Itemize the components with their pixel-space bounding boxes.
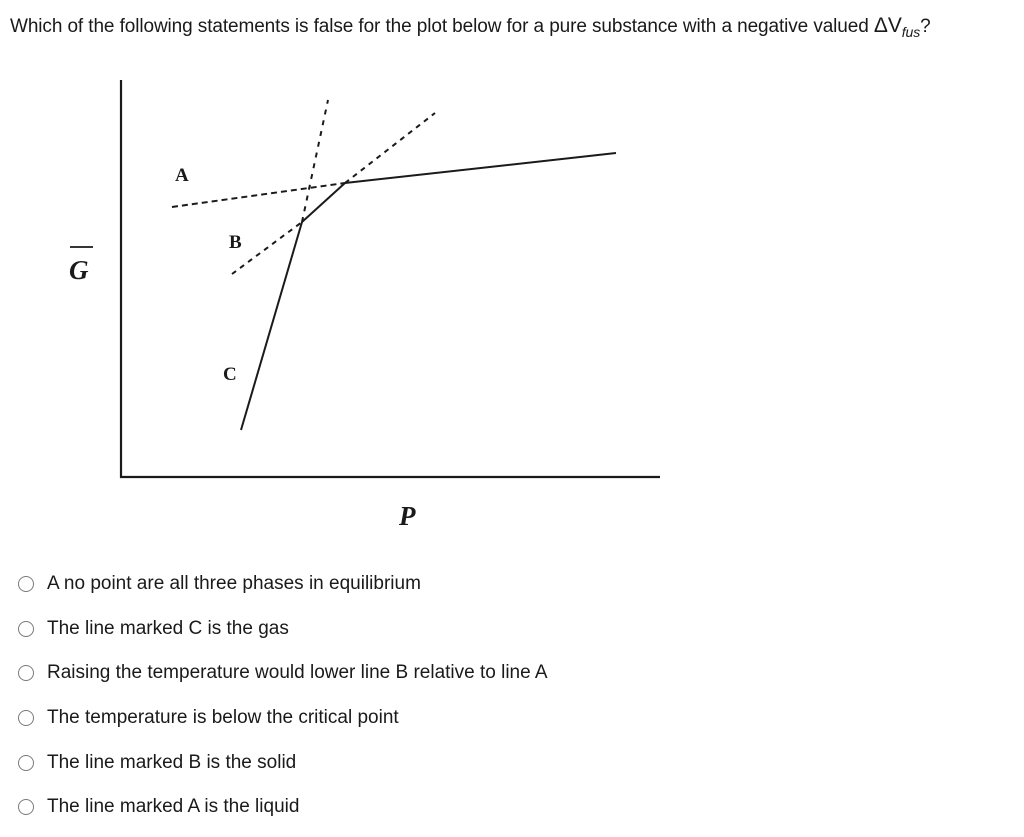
option-label: The line marked C is the gas <box>47 617 289 639</box>
x-axis-label: P <box>399 501 416 531</box>
option-3[interactable] <box>18 651 548 696</box>
option-label: The temperature is below the critical point <box>47 707 399 729</box>
label-a: A <box>175 165 189 186</box>
option-label: A no point are all three phases in equilibrium <box>47 573 421 595</box>
label-c: C <box>223 364 237 385</box>
line-b-dashed-lower <box>232 222 302 274</box>
option-6[interactable] <box>18 785 548 830</box>
answer-options <box>18 562 548 830</box>
radio-button[interactable] <box>18 621 34 637</box>
radio-button[interactable] <box>18 710 34 726</box>
line-b-dashed-upper <box>345 113 435 183</box>
option-4[interactable] <box>18 696 548 741</box>
delta-v-symbol: ΔV <box>873 14 902 37</box>
radio-button[interactable] <box>18 799 34 815</box>
option-label: The line marked A is the liquid <box>47 796 300 818</box>
radio-button[interactable] <box>18 755 34 771</box>
option-label: Raising the temperature would lower line B relative to line A <box>47 662 548 684</box>
option-5[interactable] <box>18 740 548 785</box>
option-label: The line marked B is the solid <box>47 751 297 773</box>
option-1[interactable] <box>18 562 548 607</box>
line-c-solid <box>241 222 302 430</box>
option-2[interactable] <box>18 607 548 652</box>
y-axis-label: G <box>69 255 89 285</box>
radio-button[interactable] <box>18 576 34 592</box>
line-c-dashed <box>302 100 328 222</box>
radio-button[interactable] <box>18 665 34 681</box>
question-mark: ? <box>920 16 931 37</box>
fus-subscript: fus <box>901 24 921 40</box>
label-b: B <box>229 232 242 253</box>
line-a-solid <box>345 153 616 183</box>
question-stem: Which of the following statements is false for the plot below for a pure substance with a negative valued <box>10 16 869 37</box>
line-a-dashed <box>172 183 345 207</box>
